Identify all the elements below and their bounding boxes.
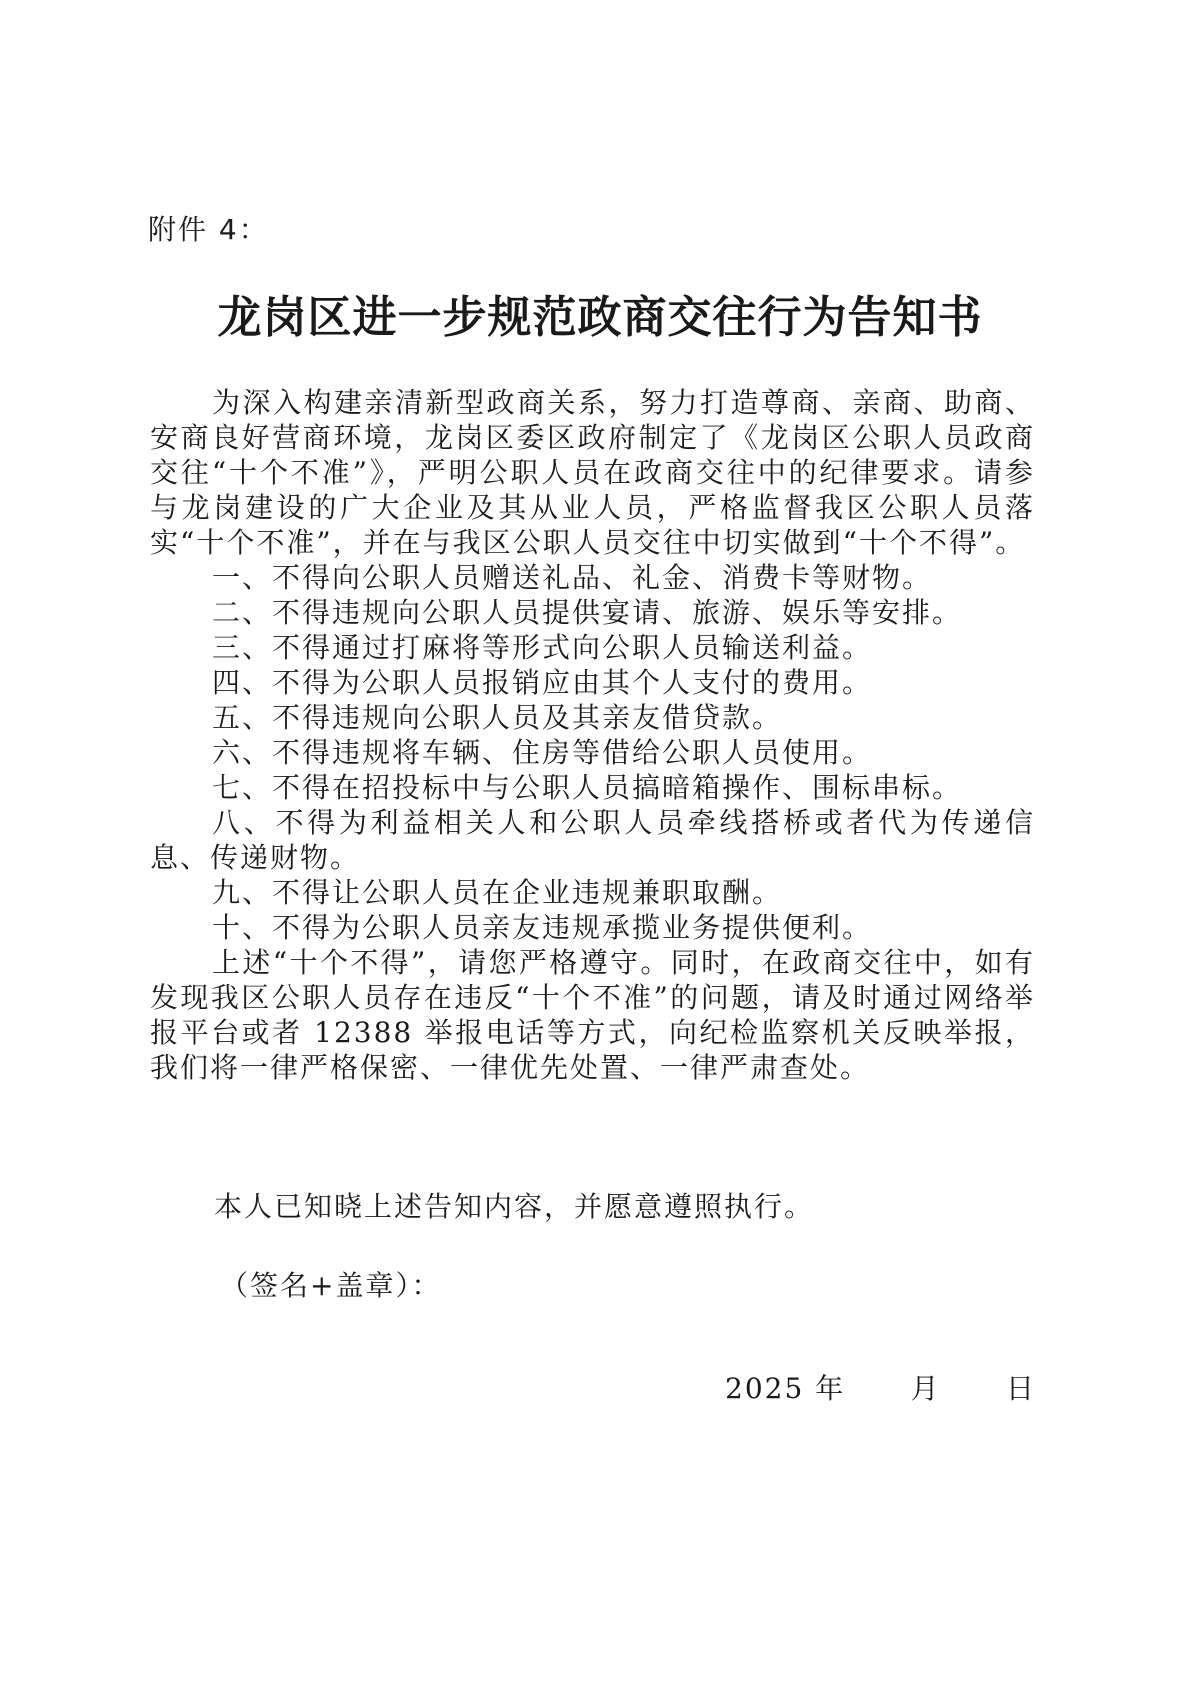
page-title: 龙岗区进一步规范政商交往行为告知书 xyxy=(217,292,983,343)
rule-item: 十、不得为公职人员亲友违规承揽业务提供便利。 xyxy=(212,911,873,944)
rule-item: 七、不得在招投标中与公职人员搞暗箱操作、围标串标。 xyxy=(212,771,963,804)
acknowledgement-statement: 本人已知晓上述告知内容，并愿意遵照执行。 xyxy=(214,1190,815,1223)
rule-item: 六、不得违规将车辆、住房等借给公职人员使用。 xyxy=(212,736,873,769)
notice-body xyxy=(150,385,1035,1085)
rule-item: 三、不得通过打麻将等形式向公职人员输送利益。 xyxy=(212,631,873,664)
rule-item: 五、不得违规向公职人员及其亲友借贷款。 xyxy=(212,701,783,734)
signature-label: （签名+盖章）： xyxy=(220,1269,442,1302)
closing-paragraph: 上述“十个不得”，请您严格遵守。同时，在政商交往中，如有发现我区公职人员存在违反“十个不准”的问题，请及时通过网络举报平台或者 12388 举报电话等方式，向纪检监察机关反映举报，我们将一律严格保密、一律优先处置、一律严肃查处。 xyxy=(150,946,1035,1084)
rule-item: 二、不得违规向公职人员提供宴请、旅游、娱乐等安排。 xyxy=(212,596,963,629)
rule-item: 四、不得为公职人员报销应由其个人支付的费用。 xyxy=(212,666,873,699)
rule-item: 八、不得为利益相关人和公职人员牵线搭桥或者代为传递信息、传递财物。 xyxy=(150,806,1035,874)
rule-item: 九、不得让公职人员在企业违规兼职取酬。 xyxy=(212,876,783,909)
rule-item: 一、不得向公职人员赠送礼品、礼金、消费卡等财物。 xyxy=(212,561,933,594)
attachment-label: 附件 4： xyxy=(148,213,269,246)
date-line: 2025 年 月 日 xyxy=(725,1372,1036,1405)
intro-paragraph: 为深入构建亲清新型政商关系，努力打造尊商、亲商、助商、安商良好营商环境，龙岗区委区政府制定了《龙岗区公职人员政商交往“十个不准”》，严明公职人员在政商交往中的纪律要求。请参与龙岗建设的广大企业及其从业人员，严格监督我区公职人员落实“十个不准”，并在与我区公职人员交往中切实做到“十个不得”。 xyxy=(150,386,1035,559)
